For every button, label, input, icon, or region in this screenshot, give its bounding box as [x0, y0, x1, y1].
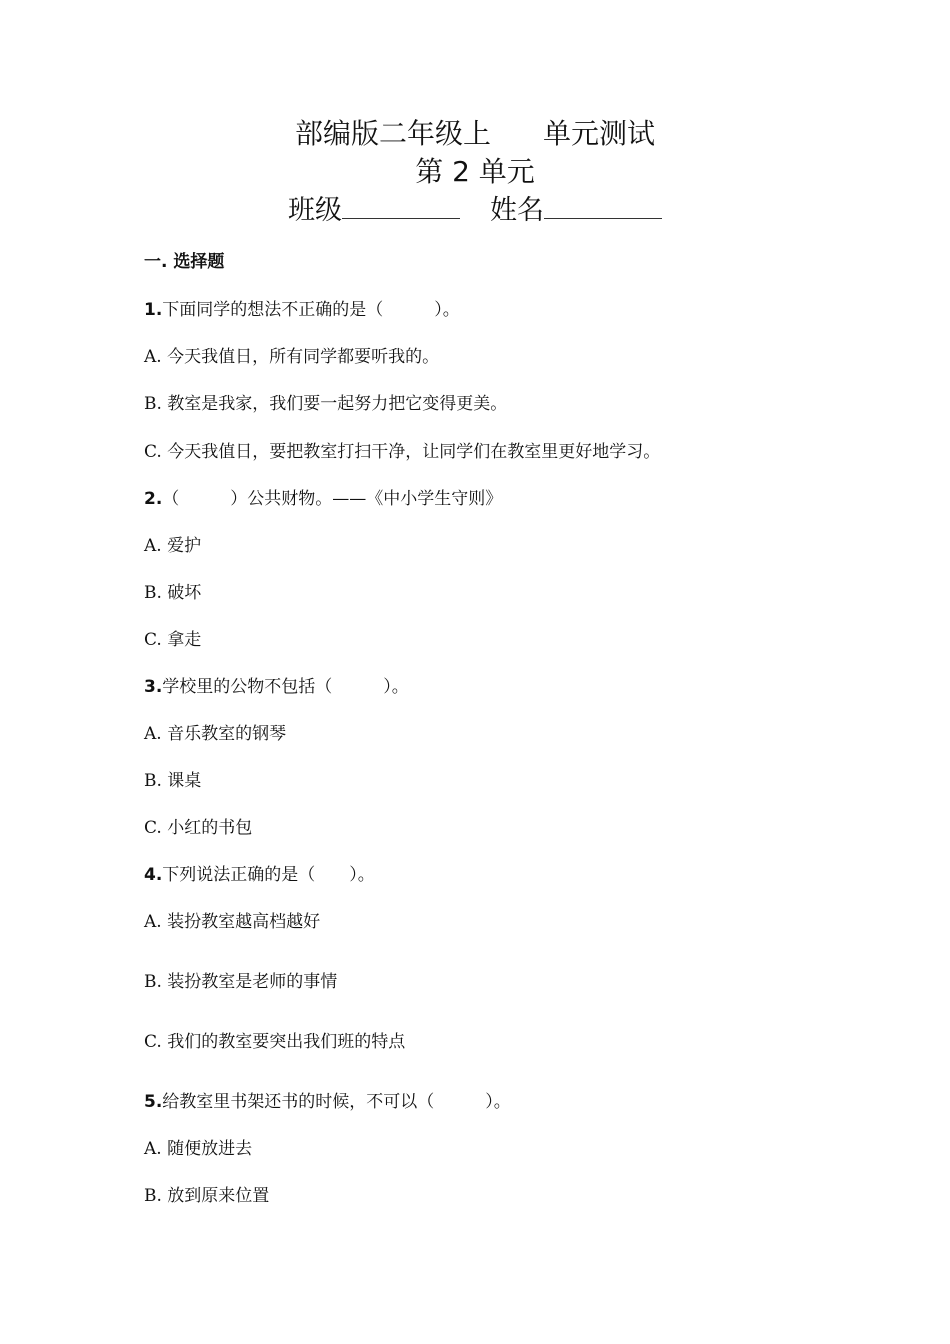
question-3-option-c: C. 小红的书包: [144, 818, 253, 838]
worksheet-title: [0, 116, 950, 152]
question-5-option-a: A. 随便放进去: [144, 1139, 253, 1159]
name-blank: [544, 192, 662, 219]
question-4-option-c: C. 我们的教室要突出我们班的特点: [144, 1032, 406, 1052]
class-label: 班级: [288, 195, 342, 226]
question-number: 4.: [144, 865, 163, 885]
question-number: 1.: [144, 300, 163, 320]
question-text: 下面同学的想法不正确的是（ ）。: [162, 300, 460, 320]
student-info: [0, 192, 950, 229]
question-text: 学校里的公物不包括（ ）。: [162, 677, 409, 697]
question-1-option-a: A. 今天我值日，所有同学都要听我的。: [144, 347, 440, 367]
title-grade: 部编版二年级上: [294, 117, 491, 150]
question-number: 2.: [144, 489, 163, 509]
question-4-option-a: A. 装扮教室越高档越好: [144, 912, 321, 932]
section-heading: 一. 选择题: [144, 252, 225, 272]
question-4: [144, 863, 375, 887]
name-label: 姓名: [490, 195, 544, 226]
question-1-option-b: B. 教室是我家，我们要一起努力把它变得更美。: [144, 394, 508, 414]
question-text: 下列说法正确的是（ ）。: [162, 865, 375, 885]
question-number: 5.: [144, 1092, 163, 1112]
question-3-option-a: A. 音乐教室的钢琴: [144, 724, 287, 744]
question-number: 3.: [144, 677, 163, 697]
question-3: [144, 675, 409, 699]
question-3-option-b: B. 课桌: [144, 771, 202, 791]
question-2-option-b: B. 破坏: [144, 583, 202, 603]
question-text: 给教室里书架还书的时候，不可以（ ）。: [162, 1092, 511, 1112]
question-text: （ ）公共财物。——《中小学生守则》: [162, 489, 503, 509]
question-5-option-b: B. 放到原来位置: [144, 1186, 270, 1206]
question-2-option-a: A. 爱护: [144, 536, 202, 556]
class-blank: [342, 192, 460, 219]
title-test: 单元测试: [543, 117, 656, 150]
question-5: [144, 1090, 511, 1114]
question-4-option-b: B. 装扮教室是老师的事情: [144, 972, 338, 992]
question-2-option-c: C. 拿走: [144, 630, 202, 650]
unit-title: 第 2 单元: [415, 155, 535, 188]
question-1: [144, 298, 460, 322]
question-2: [144, 487, 502, 511]
question-1-option-c: C. 今天我值日，要把教室打扫干净，让同学们在教室里更好地学习。: [144, 442, 661, 462]
